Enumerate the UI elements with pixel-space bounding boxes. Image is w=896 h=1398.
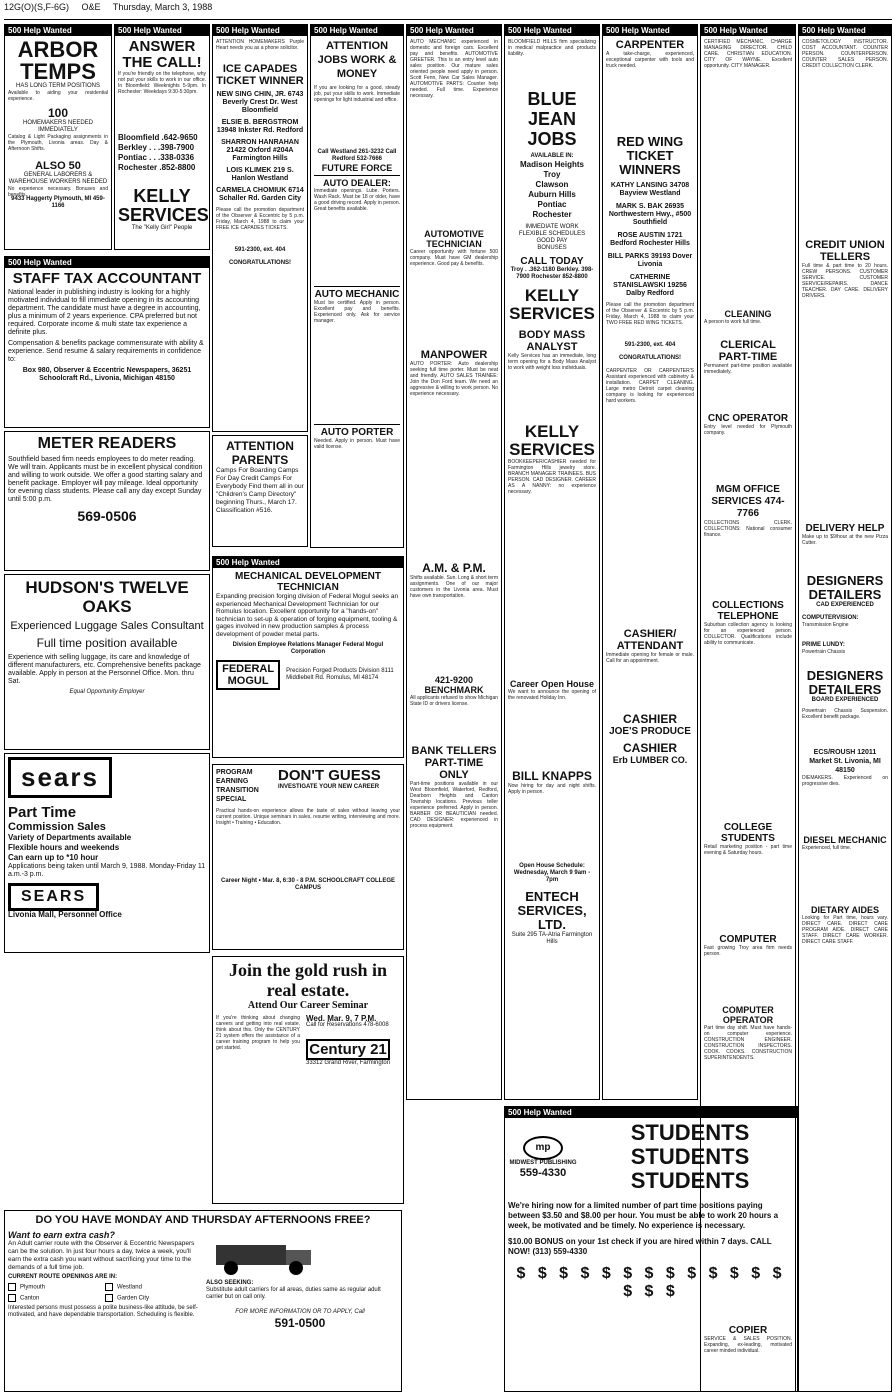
also-text: GENERAL LABORERS & WAREHOUSE WORKERS NEEDED xyxy=(8,172,108,185)
kelly-logo: KELLY SERVICES xyxy=(509,286,595,323)
cashier-attendant: CASHIER/ ATTENDANT xyxy=(616,628,684,652)
column-9 xyxy=(798,24,892,1396)
copier-title: COPIER xyxy=(728,1325,768,1336)
entech-logo: ENTECH SERVICES, LTD. xyxy=(517,889,587,932)
section-label: 500 Help Wanted xyxy=(505,25,599,36)
ice-winner-1: NEW SING CHIN, JR. 6743 Beverly Crest Dr. West Bloomfield xyxy=(216,91,304,114)
bill-knapps: BILL KNAPPS xyxy=(512,769,592,783)
auto-dealer-title: AUTO DEALER: xyxy=(323,178,391,188)
pet-ad-col xyxy=(212,764,404,954)
carrier-info: FOR MORE INFORMATION OR TO APPLY, Call xyxy=(235,1309,365,1315)
hudsons-ad xyxy=(4,574,210,750)
sears-line-4: Applications being taken until March 9, 1988. Monday-Friday 11 a.m.-3 p.m. xyxy=(8,863,206,878)
midwest-logo: MIDWEST PUBLISHING xyxy=(509,1159,577,1166)
pet-sub: INVESTIGATE YOUR NEW CAREER xyxy=(278,784,380,790)
section-label: 500 Help Wanted xyxy=(701,25,795,36)
carrier-ad xyxy=(4,1210,402,1392)
city-item: Rochester xyxy=(532,210,572,219)
gold-call: Call for Reservations 478-6008 xyxy=(306,1022,389,1028)
arbor-temps-ad: 500 Help Wanted ARBOR TEMPS HAS LONG TERM POSITIONS Available to aiding your residential experience. 100 HOMEMAKERS NEEDED IMMEDIATELY Catalog & Light Packaging assignments in the Plymouth, Livonia areas. Day & Afternoon Shifts. ALSO 50 GENERAL LABORERS & WAREHOUSE WORKERS NEEDED No experience necessary. Bonuses and benefits. 9433 Haggerty Plymouth, MI 459-1166 xyxy=(4,24,112,250)
attention-jobs-ad: 500 Help Wanted ATTENTION JOBS WORK & MONEY If you are looking for a good, steady job, put your skills to work. Immediate openings for light industrial and office. Call Westland 261-3232 Call Redford 532-7666 FUTURE FORCE AUTO DEALER: Immediate openings. Lube. Porters. Wash Rack. Must be 18 or older, have a good driving record. Apply in person. Great benefits available. AUTO MECHANIC Must be certified. Apply in person. Excellent pay and benefits. Experienced only. Ask for service manager. AUTO PORTER Needed. Apply in person. Must have valid license. xyxy=(310,24,404,548)
hudson-body: Experience with selling luggage, its care and knowledge of different manufacturers, etc. Comprehensive benefits package available. Apply in person at the Personnel Office. Mon. thru Sat. xyxy=(8,654,201,685)
call-today: CALL TODAY xyxy=(520,256,584,267)
also-label: ALSO 50 xyxy=(35,160,81,172)
blue-jean-title: BLUE JEAN JOBS xyxy=(527,89,577,149)
attention-phones: Call Westland 261-3232 Call Redford 532-7666 xyxy=(317,149,397,162)
century21-logo: Century 21 xyxy=(306,1039,390,1060)
truck-illustration xyxy=(206,1230,326,1280)
bank-title: BANK TELLERS PART-TIME ONLY xyxy=(411,745,497,781)
carrier-title: DO YOU HAVE MONDAY AND THURSDAY AFTERNOONS FREE? xyxy=(35,1214,371,1226)
arbor-count-text: HOMEMAKERS NEEDED IMMEDIATELY xyxy=(22,120,93,133)
city-item: Auburn Hills xyxy=(528,190,576,199)
column-7 xyxy=(602,24,698,1104)
section-label: 500 Help Wanted xyxy=(603,25,697,36)
hudson-position: Full time position available xyxy=(36,636,178,650)
city-phone: Bloomfield .642-9650 xyxy=(118,133,198,142)
perk-item: GOOD PAY xyxy=(536,238,568,244)
red-phone: 591-2300, ext. 404 xyxy=(624,342,676,348)
gold-date: Wed. Mar. 9, 7 P.M. xyxy=(306,1014,377,1023)
section-label: 500 Help Wanted xyxy=(407,25,501,36)
pet-word: TRANSITION xyxy=(216,787,259,794)
hudson-title: HUDSON'S TWELVE OAKS xyxy=(25,578,189,616)
career-open-house: Career Open House xyxy=(509,679,595,689)
red-winner-1: KATHY LANSING 34708 Bayview Westland xyxy=(610,182,690,197)
column-5 xyxy=(406,24,502,1104)
arbor-sub: HAS LONG TERM POSITIONS xyxy=(16,83,100,89)
kelly-logo-2: KELLY SERVICES xyxy=(509,422,595,459)
red-winner-2: MARK S. BAK 26935 Northwestern Hwy., #500 Southfield xyxy=(608,203,692,226)
issue-date: Thursday, March 3, 1988 xyxy=(112,2,213,12)
parents-ad xyxy=(212,435,308,547)
sears-ad xyxy=(4,753,210,953)
mech-body: Expanding precision forging division of Federal Mogul seeks an experienced Mechanical Development Technician for our Romulus location. Excellent opportunity for a "hands-on" technician to set-up & operation of forging equipment, tooling & gages involved in new production samples & process development of powder metal parts. xyxy=(216,593,399,638)
available-label: AVAILABLE IN: xyxy=(530,153,574,159)
collections-title: COLLECTIONS TELEPHONE xyxy=(712,600,784,622)
staff-address: Box 980, Observer & Eccentric Newspapers, 36251 Schoolcraft Rd., Livonia, Michigan 48150 xyxy=(22,367,192,382)
section-label: 500 Help Wanted xyxy=(5,257,209,268)
red-winner-4: BILL PARKS 39193 Dover Livonia xyxy=(607,253,693,268)
col5-classifieds: 500 Help Wanted AUTO MECHANIC experienced in domestic and foreign cars. Excellent pay and benefits. AUTOMOTIVE GREETER. This is an entry level auto sales position. Our mature sales oriented people need apply in person. Scott Fenn, New Car Sales Manager. AUTOMOTIVE PARTS: Counter help needed. Full time. Experience necessary. AUTOMOTIVE TECHNICIAN Career opportunity with fortune 500 company. Must have GM dealership experience. Good pay & benefits. MANPOWER AUTO PORTER: Auto dealership seeking full time porter. Must be neat and friendly. AUTO SALES TRAINEE: Join the Don Ford team. We need an aggressive & willing to work person. No experience necessary. A.M. & P.M. Shifts available. Sun. Long & short term assignments. One of our major customers in the Livonia area. Must have own transportation. 421-9200 BENCHMARK All applicants refused to show Michigan State ID or drivers license. BANK TELLERS PART-TIME ONLY Part-time positions available in our West Bloomfield, Waterford, Redford, Dearborn Heights and Canton Township locations. Previous teller experience preferred. Apply in person. BARBER OR BEAUTICIAN needed. CAD DESIGNER: experienced in process equipment. xyxy=(406,24,502,1100)
ice-title: ICE CAPADES TICKET WINNER xyxy=(216,63,304,87)
meter-readers-ad xyxy=(4,431,210,571)
answer-title: ANSWER THE CALL! xyxy=(122,38,202,71)
mech-apply: Division Employee Relations Manager Federal Mogul Corporation xyxy=(232,642,384,655)
midwest-logo-icon: mp xyxy=(523,1136,563,1160)
pet-word: EARNING xyxy=(216,778,249,785)
designers-title-2: DESIGNERS DETAILERS xyxy=(806,668,884,697)
college-title: COLLEGE STUDENTS xyxy=(721,822,775,844)
sears-title: Part Time xyxy=(8,804,77,821)
ice-winner-2: ELSIE B. BERGSTROM 13948 Inkster Rd. Redford xyxy=(216,119,304,134)
computer-title: COMPUTER xyxy=(719,934,777,945)
carrier-body: An Adult carrier route with the Observer & Eccentric Newspapers can be the solution. In just four hours a day, twice a week, you'll earn the extra cash you want without sacrificing your time to the demands of a full time job. xyxy=(8,1240,195,1271)
section-label: 500 Help Wanted xyxy=(213,25,307,36)
computer-operator-title: COMPUTER OPERATOR xyxy=(722,1005,774,1025)
column-1 xyxy=(4,24,112,254)
section-label: 500 Help Wanted xyxy=(115,25,209,36)
hudson-eeo: Equal Opportunity Employer xyxy=(69,689,145,695)
future-force: FUTURE FORCE xyxy=(321,163,393,173)
gold-ad-col xyxy=(212,956,404,1208)
pet-ad: PROGRAM EARNING TRANSITION SPECIAL DON'T GUESS INVESTIGATE YOUR NEW CAREER Practical hands-on experience allows the taste of sales without leaving your current position. Unique seminars in sales, resume writing, interviewing and more. Insight • Training • Education. Career Night • Mar. 8, 6:30 - 8 P.M. SCHOOLCRAFT COLLEGE CAMPUS xyxy=(212,764,404,950)
carrier-ad-col xyxy=(4,1210,402,1396)
paper-name: O&E xyxy=(81,2,101,12)
students-ad xyxy=(504,1106,798,1392)
open-house-schedule: Open House Schedule: Wednesday, March 9 9am - 7pm xyxy=(513,863,591,883)
column-2 xyxy=(114,24,210,254)
parents-title: ATTENTION PARENTS xyxy=(226,439,294,467)
city-phones xyxy=(118,133,206,173)
pet-address: Career Night • Mar. 8, 6:30 - 8 P.M. SCHOOLCRAFT COLLEGE CAMPUS xyxy=(220,878,396,891)
pet-word: SPECIAL xyxy=(216,796,247,803)
students-ad-col xyxy=(504,1106,798,1396)
route-item[interactable]: Westland xyxy=(105,1283,200,1292)
perk-item: BONUSES xyxy=(537,245,567,251)
section-label: 500 Help Wanted xyxy=(505,1107,797,1118)
perk-item: FLEXIBLE SCHEDULES xyxy=(518,231,586,237)
section-label: 500 Help Wanted xyxy=(5,25,111,36)
mech-address: Precision Forged Products Division 8111 Middlebelt Rd. Romulus, MI 48174 xyxy=(286,668,394,681)
red-winner-5: CATHERINE STANISLAWSKI 19256 Dalby Redford xyxy=(613,274,687,297)
gold-title: Join the gold rush in real estate. xyxy=(228,960,388,1000)
checkbox-icon xyxy=(8,1283,16,1291)
ice-winner-5: CARMELA CHOMIUK 6714 Schaller Rd. Garden City xyxy=(216,187,304,202)
blue-phones: Troy . .362-1180 Berkley. 398-7900 Rochester 852-8800 xyxy=(510,267,594,280)
carrier-interested: Interested persons must possess a polite business-like attitude, be self-motivated, and have dependable transportation. Scheduling is flexible. xyxy=(8,1305,198,1319)
section-label: 500 Help Wanted xyxy=(799,25,891,36)
city-phone: Pontiac . . .338-0336 xyxy=(118,153,195,162)
seeking-label: ALSO SEEKING: xyxy=(206,1280,254,1286)
auto-tech-title: AUTOMOTIVE TECHNICIAN xyxy=(424,229,484,249)
red-wing-title: RED WING TICKET WINNERS xyxy=(616,134,684,177)
ecs-roush: ECS/ROUSH 12011 Market St. Livonia, MI 48150 xyxy=(809,749,881,774)
designers-title: DESIGNERS DETAILERS xyxy=(806,573,884,602)
ice-winner-4: LOIS KLIMEK 219 S. Hanlon Westland xyxy=(226,167,294,182)
mech-ad-col xyxy=(212,556,404,762)
section-label: 500 Help Wanted xyxy=(311,25,403,36)
auto-porter-title: AUTO PORTER xyxy=(320,427,394,438)
students-bonus: $10.00 BONUS on your 1st check if you are hired within 7 days. CALL NOW! (313) 559-4330 xyxy=(508,1237,772,1256)
checkbox-icon xyxy=(105,1294,113,1302)
erb-lumber: Erb LUMBER CO. xyxy=(612,755,688,765)
sears-logo-2: SEARS xyxy=(8,883,99,911)
sears-line-2: Flexible hours and weekends xyxy=(8,843,120,852)
city-item: Troy xyxy=(543,170,561,179)
arbor-count: 100 xyxy=(47,106,69,120)
students-title-2: STUDENTS xyxy=(630,1144,750,1169)
gold-rush-ad: Join the gold rush in real estate. Attend Our Career Seminar If you're thinking about changing careers and getting into real estate, think about this. Only the CENTURY 21 system offers the assistance of a career training program to help you get started. Wed. Mar. 9, 7 P.M. Call for Reservations 478-6008 Century 21 33312 Grand River, Farmington xyxy=(212,956,404,1204)
carrier-phone: 591-0500 xyxy=(274,1316,326,1330)
mech-title: MECHANICAL DEVELOPMENT TECHNICIAN xyxy=(235,571,381,593)
sears-line-1: Variety of Departments available xyxy=(8,833,132,842)
board-experienced: BOARD EXPERIENCED xyxy=(811,697,879,703)
auto-mechanic-title: AUTO MECHANIC xyxy=(314,289,400,300)
federal-mogul-logo: FEDERAL MOGUL xyxy=(216,660,280,690)
col7-classifieds: 500 Help Wanted CARPENTER A take-charge, experienced, exceptional carpenter with tools and truck needed. RED WING TICKET WINNERS KATHY LANSING 34708 Bayview Westland MARK S. BAK 26935 Northwestern Hwy., #500 Southfield ROSE AUSTIN 1721 Bedford Rochester Hills BILL PARKS 39193 Dover Livonia CATHERINE STANISLAWSKI 19256 Dalby Redford Please call the promotion department of the Observer & Eccentric by 5 p.m. Friday, March 4, 1988 to claim your TWO FREE RED WING TICKETS. 591-2300, ext. 404 CONGRATULATIONS! CARPENTER OR CARPENTER'S Assistant experienced with cabinetry & installation. CARPET CLEANING. Large metro Detroit carpet cleaning company is looking for experienced hard workers. CASHIER/ ATTENDANT Immediate opening for female or male. Call for an appointment. CASHIER JOE'S PRODUCE CASHIER Erb LUMBER CO. xyxy=(602,24,698,1100)
benchmark: 421-9200 BENCHMARK xyxy=(424,675,484,695)
carpenter-title: CARPENTER xyxy=(615,39,685,51)
sears-sub: Commission Sales xyxy=(8,821,106,833)
column-6 xyxy=(504,24,600,1104)
column-4 xyxy=(310,24,404,552)
cad-experienced: CAD EXPERIENCED xyxy=(816,602,874,608)
arbor-title: ARBOR TEMPS xyxy=(17,37,99,84)
am-pm: A.M. & P.M. xyxy=(422,561,486,575)
route-item[interactable]: Garden City xyxy=(105,1294,200,1303)
cashier-title-2: CASHIER xyxy=(622,741,677,755)
meter-phone: 569-0506 xyxy=(77,508,137,524)
gold-sub: Attend Our Career Seminar xyxy=(247,1000,369,1011)
mgm-title: MGM OFFICE SERVICES 474-7766 xyxy=(711,484,785,519)
carrier-want: Want to earn extra cash? xyxy=(8,1230,115,1240)
mechanical-ad xyxy=(212,556,404,758)
col8-classifieds: 500 Help Wanted CERTIFIED MECHANIC. CHARGE MANAGING DIRECTOR. CHILD CARE. CHRISTIAN EDUCATION. CITY OF WAYNE. Excellent opportunity. CITY MANAGER. CLEANING A person to work full time. CLERICAL PART-TIME Permanent part-time position available immediately. CNC OPERATOR Entry level needed for Plymouth company. MGM OFFICE SERVICES 474-7766 COLLECTIONS CLERK. COLLECTIONS: National consumer finance. COLLECTIONS TELEPHONE Suburban collection agency is looking for an experienced person. COLLECTOR. Qualifications include ability to communicate. COLLEGE STUDENTS Retail marketing position - part time evening & Saturday hours. COMPUTER Fast growing Troy area firm needs person. COMPUTER OPERATOR Part time day shift. Must have hands-on computer experience. CONSTRUCTION ENGINEER. CONSTRUCTION INSPECTORS. COOK. COOKS. CONSTRUCTION SUPERINTENDENTS. COPIER SERVICE & SALES POSITION. Expanding, ex-leading, motivated career minded individual. xyxy=(700,24,796,1392)
masthead xyxy=(4,2,892,20)
kelly-logo: KELLY SERVICES xyxy=(118,186,209,225)
routes-label: CURRENT ROUTE OPENINGS ARE IN: xyxy=(8,1274,118,1280)
body-mass-title: BODY MASS ANALYST xyxy=(518,329,586,353)
staff-accountant-ad xyxy=(4,256,210,428)
seeking-text: Substitute adult carriers for all areas, duties same as regular adult carrier but on call only. xyxy=(206,1287,381,1300)
meter-title: METER READERS xyxy=(37,435,177,452)
section-label: 500 Help Wanted xyxy=(213,557,403,568)
midwest-phone: 559-4330 xyxy=(519,1166,567,1179)
students-title-1: STUDENTS xyxy=(630,1120,750,1145)
gold-address: 33312 Grand River, Farmington xyxy=(306,1060,391,1066)
col6-classifieds: 500 Help Wanted BLOOMFIELD HILLS firm specializing in medical malpractice and products liability. BLUE JEAN JOBS AVAILABLE IN: Madison Heights Troy Clawson Auburn Hills Pontiac Rochester IMMEDIATE WORK FLEXIBLE SCHEDULES GOOD PAY BONUSES CALL TODAY Troy . .362-1180 Berkley. 398-7900 Rochester 852-8800 KELLY SERVICES BODY MASS ANALYST Kelly Services has an immediate, long term opening for a Body Mass Analyst to work with weight loss individuals. KELLY SERVICES BOOKKEEPER/CASHIER needed for Farmington Hills jewelry store. BRANCH MANAGER TRAINEES. BUS PERSON. CAD DESIGNER. CAREER AS A NANNY: no experience necessary. Career Open House We want to announce the opening of the renovated Holiday Inn. BILL KNAPPS Now hiring for day and night shifts. Apply in person. Open House Schedule: Wednesday, March 9 9am - 7pm ENTECH SERVICES, LTD. Suite 295 TA-Atria Farmington Hills xyxy=(504,24,600,1100)
pet-word: PROGRAM xyxy=(216,769,253,776)
answer-call-ad: 500 Help Wanted ANSWER THE CALL! If you're friendly on the telephone, why not put your skills to work in our office. In Bloomfield: Weeknights 5-9pm. In Rochester: Weekdays 9:30-5:30pm. Bloomfield .642-9650 Berkley . . .398-7900 Pontiac . . .338-0336 Rochester .852-8800 KELLY SERVICES The "Kelly Girl" People xyxy=(114,24,210,250)
col9-classifieds: 500 Help Wanted COSMETOLOGY INSTRUCTOR. COST ACCOUNTANT. COUNTER PERSON. COUNTERPERSON. COUNTER SALES PERSON. CREDIT COLLECTION CLERK. CREDIT UNION TELLERS Full time & part time to 20 hours. CREW PERSONS. CUSTOMER SERVICE. CUSTOMER SERVICE/REPAIRS. DANCE TEACHER. DAY CARE. DELIVERY DRIVERS. DELIVERY HELP Make up to $9/hour at the new Pizza Cutter. DESIGNERS DETAILERS CAD EXPERIENCED COMPUTERVISION: Transmission Engine PRIME LUNDY: Powertrain Chassis DESIGNERS DETAILERS BOARD EXPERIENCED Powertrain Chassis Suspension. Excellent benefit package. ECS/ROUSH 12011 Market St. Livonia, MI 48150 DIEMAKERS. Experienced on progressive dies. DIESEL MECHANIC Experienced, full time. DIETARY AIDES Looking for Part time, hours vary. DIRECT CARE. DIRECT CARE PROGRAM AIDE. DIRECT CARE STAFF. DIRECT CARE WORKER. DIRECT CARE STAFF. xyxy=(798,24,892,1392)
city-item: Pontiac xyxy=(537,200,567,209)
sears-logo: sears xyxy=(8,757,112,798)
students-title-3: STUDENTS xyxy=(630,1168,750,1193)
arbor-address: 9433 Haggerty Plymouth, MI 459-1166 xyxy=(11,196,105,209)
ice-phone: 591-2300, ext. 404 xyxy=(234,247,286,253)
city-phone: Rochester .852-8800 xyxy=(118,163,196,172)
ice-congrats: CONGRATULATIONS! xyxy=(228,260,292,266)
red-congrats: CONGRATULATIONS! xyxy=(618,355,682,361)
cnc-title: CNC OPERATOR xyxy=(707,413,789,424)
route-item[interactable]: Plymouth xyxy=(8,1283,103,1292)
perk-item: IMMEDIATE WORK xyxy=(525,224,579,230)
credit-union-title: CREDIT UNION TELLERS xyxy=(805,239,885,263)
city-item: Madison Heights xyxy=(519,160,584,169)
staff-title: STAFF TAX ACCOUNTANT xyxy=(12,270,202,287)
column-3 xyxy=(212,24,308,552)
staff-body: National leader in publishing industry is looking for a highly motivated individual to fill immediate opening in its accounting department. The candidate must have a degree in accounting, plus a minimum of 2 years experience. CPA preferred but not required. Corporate income & multi state tax experience a definite plus. xyxy=(8,289,201,336)
page-number: 12G(O)(S,F-6G) xyxy=(4,2,70,12)
ice-winner-3: SHARRON HANRAHAN 21422 Oxford #204A Farmington Hills xyxy=(221,139,299,162)
city-item: Clawson xyxy=(535,180,569,189)
dietary-title: DIETARY AIDES xyxy=(810,905,879,915)
pet-title: DON'T GUESS xyxy=(278,767,381,784)
red-winner-3: ROSE AUSTIN 1721 Bedford Rochester Hills xyxy=(610,232,690,247)
hudson-sub: Experienced Luggage Sales Consultant xyxy=(10,620,204,632)
dollar-row: $ $ $ $ $ $ $ $ $ $ $ $ $ $ $ $ xyxy=(516,1265,786,1300)
checkbox-icon xyxy=(8,1294,16,1302)
sears-store: Livonia Mall, Personnel Office xyxy=(8,910,122,919)
prime-lundy: PRIME LUNDY: xyxy=(802,642,845,648)
checkbox-icon xyxy=(105,1283,113,1291)
joes-produce: JOE'S PRODUCE xyxy=(609,726,691,737)
computervision: COMPUTERVISION: xyxy=(802,615,859,621)
kelly-sub: The "Kelly Girl" People xyxy=(131,225,193,231)
diesel-title: DIESEL MECHANIC xyxy=(803,835,887,845)
route-item[interactable]: Canton xyxy=(8,1294,103,1303)
staff-comp: Compensation & benefits package commensurate with ability & experience. Send resume & salary requirements in confidence to: xyxy=(8,340,204,363)
ice-capades-ad: 500 Help Wanted ATTENTION HOMEMAKERS Purple Heart needs you as a phone solicitor. ICE CAPADES TICKET WINNER NEW SING CHIN, JR. 6743 Beverly Crest Dr. West Bloomfield ELSIE B. BERGSTROM 13948 Inkster Rd. Redford SHARRON HANRAHAN 21422 Oxford #204A Farmington Hills LOIS KLIMEK 219 S. Hanlon Westland CARMELA CHOMIUK 6714 Schaller Rd. Garden City Please call the promotion department of the Observer & Eccentric by 5 p.m. Friday, March 4, 1988 to claim your FREE ICE CAPADES TICKETS. 591-2300, ext. 404 CONGRATULATIONS! xyxy=(212,24,308,432)
attention-title: ATTENTION JOBS WORK & MONEY xyxy=(317,40,397,80)
manpower-title: MANPOWER xyxy=(420,349,488,361)
delivery-help-title: DELIVERY HELP xyxy=(805,523,885,534)
meter-body: Southfield based firm needs employees to do meter reading. We will train. Applicants must be in excellent physical condition and willing to work outside. We offer a good starting salary and benefit package. Employer will pay mileage. Ideal opportunity for evening class students. Please call any day except Sunday until 5:00 p.m. xyxy=(8,456,203,503)
parents-body: Camps For Boarding Camps For Day Credit Camps For Everybody Find them all in our "Children's Camp Directory" beginning Thurs., March 17. Classification #516. xyxy=(216,467,304,514)
students-body: We're hiring now for a limited number of part time positions paying between $3.50 and $8.00 per hour. You must be able to work 20 hours a week, be motivated and be timely. No experience is necessary. xyxy=(508,1201,779,1230)
route-list xyxy=(8,1283,200,1302)
sears-line-3: Can earn up to *10 hour xyxy=(8,853,99,862)
cashier-title: CASHIER xyxy=(622,712,677,726)
entech-address: Suite 295 TA-Atria Farmington Hills xyxy=(511,932,593,945)
clerical-title: CLERICAL PART-TIME xyxy=(718,339,778,363)
cleaning-title: CLEANING xyxy=(724,309,772,319)
city-phone: Berkley . . .398-7900 xyxy=(118,143,195,152)
